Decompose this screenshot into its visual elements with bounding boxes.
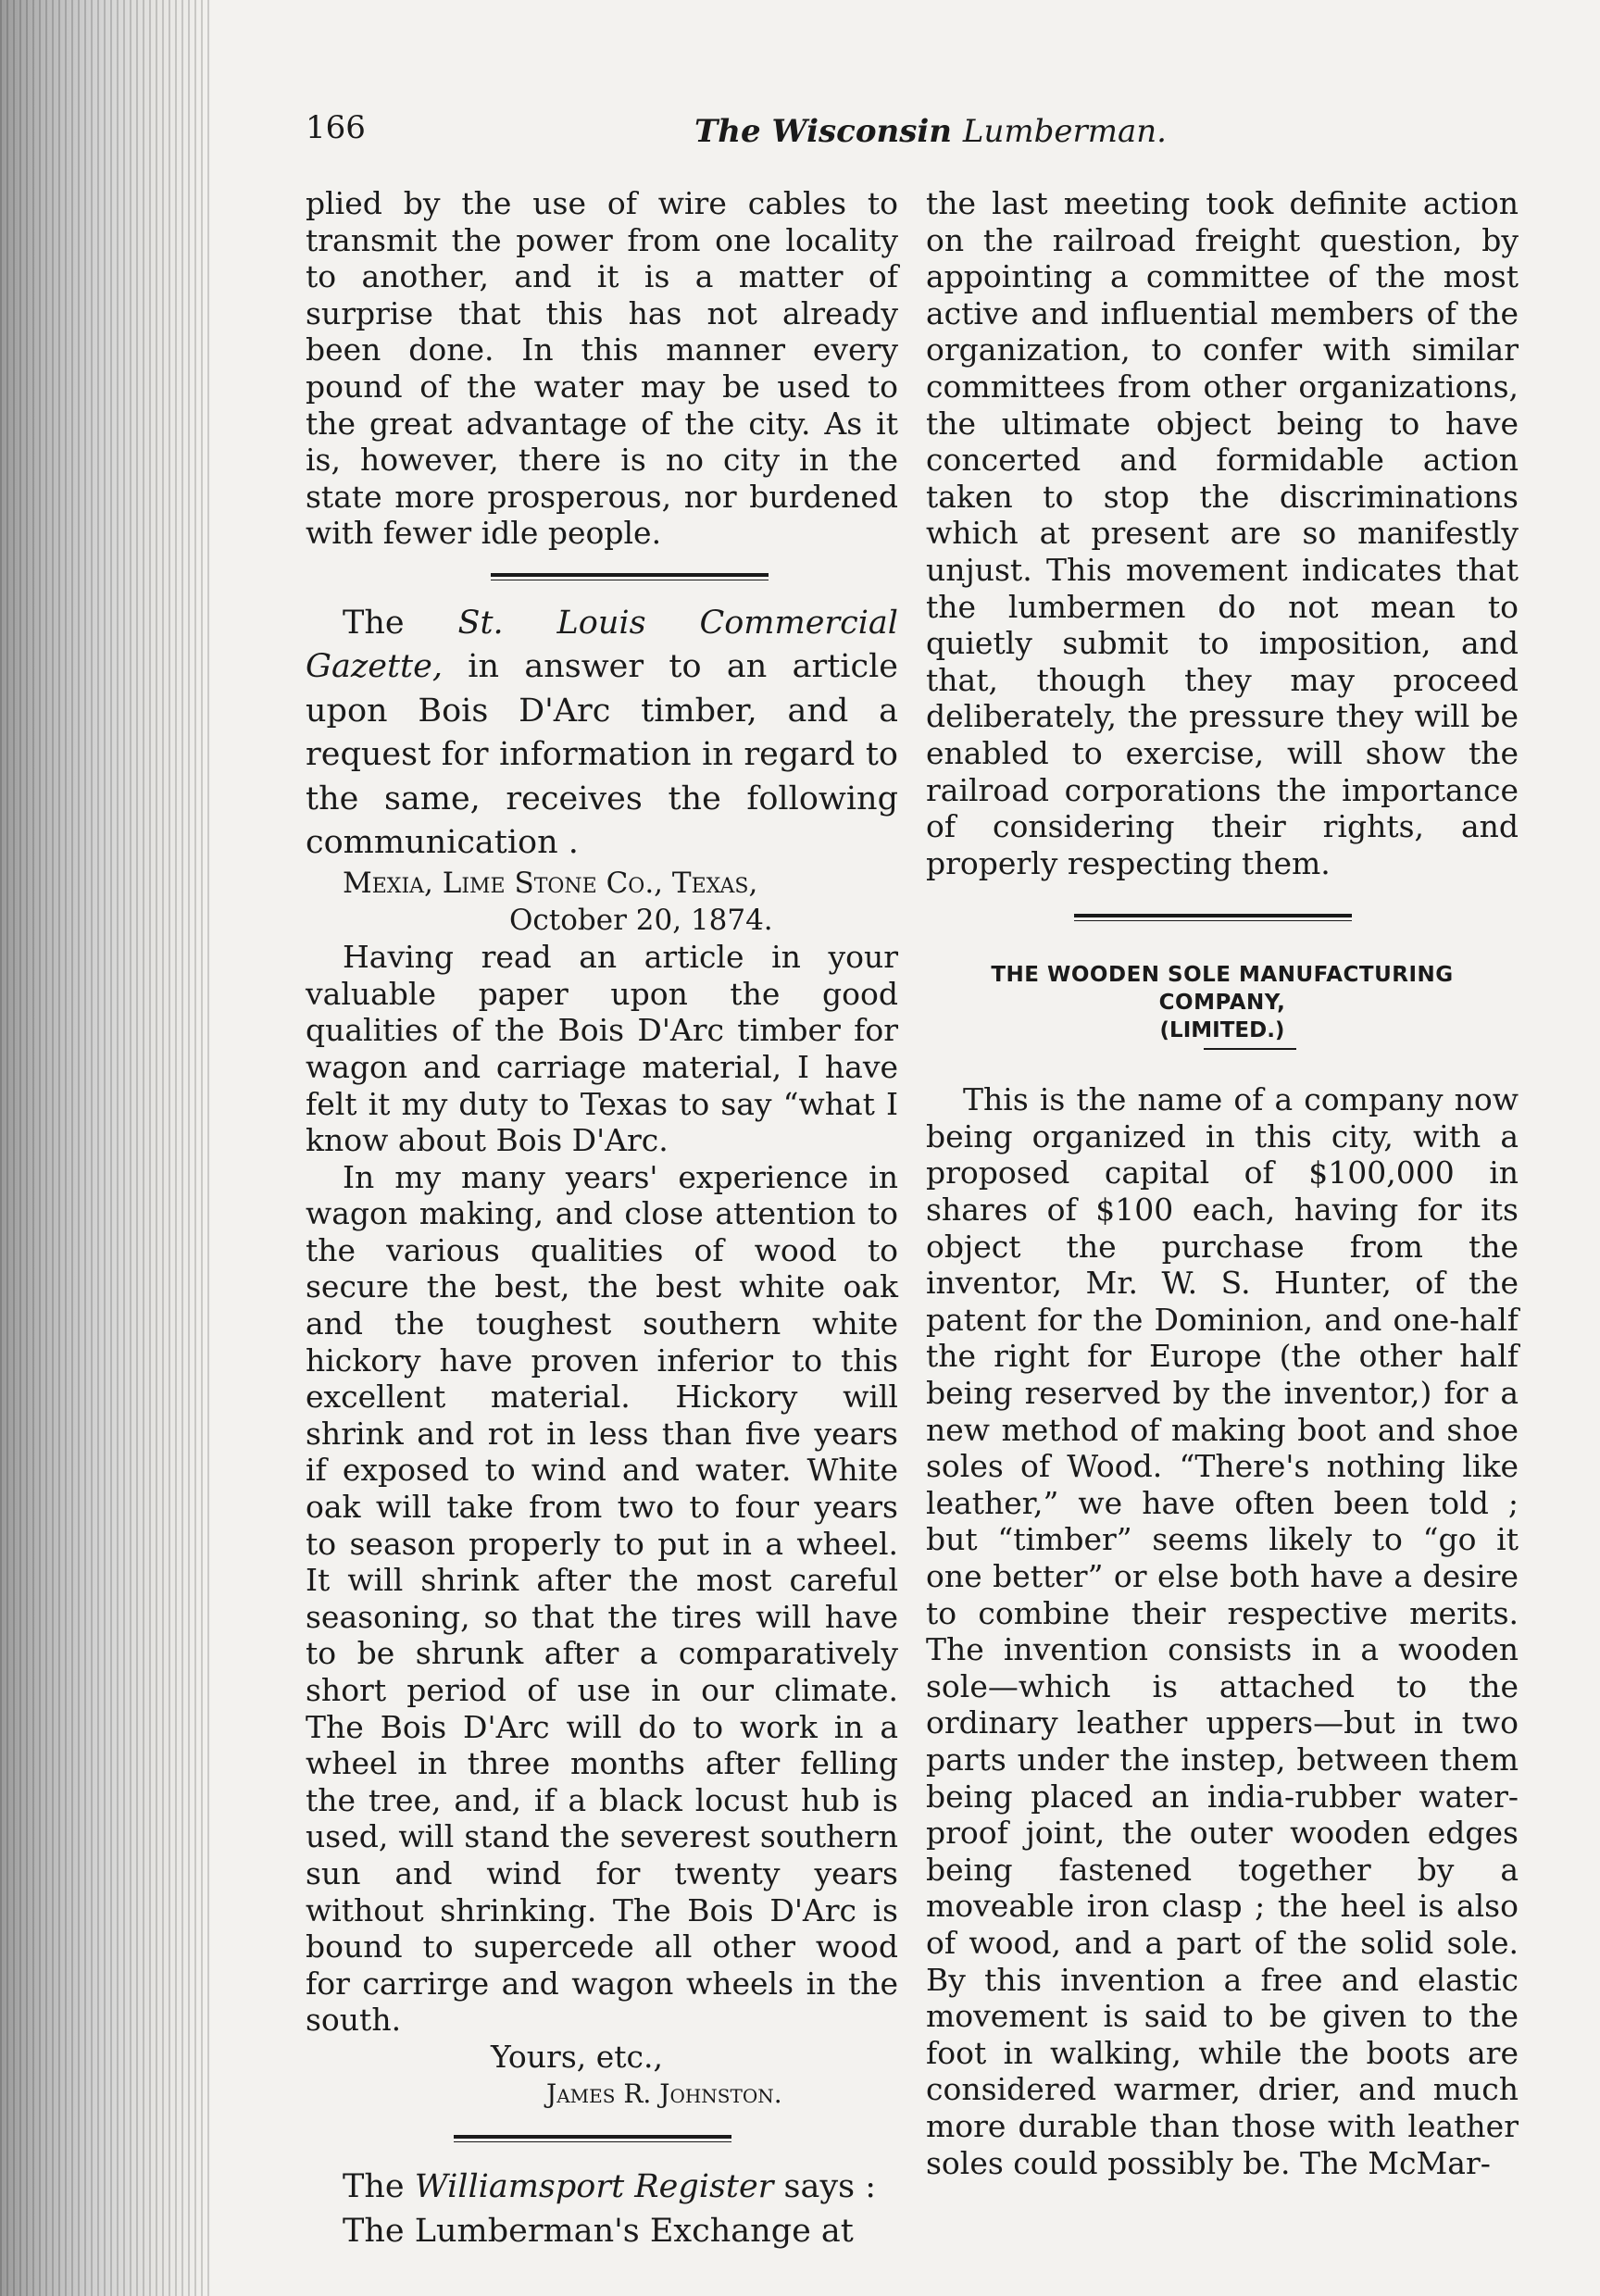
- gazette-name: St. Louis Commercial Gazette,: [306, 604, 898, 686]
- right-column: [926, 185, 1519, 2181]
- letter-paragraph-2: In my many years' experience in wagon making, and close attention to the various qualities of wood to secure the best, the best white oak and the toughest southern white hickory have proven inferior to this excellent material. Hickory will shrink and rot in less than five years if exposed to wind and water. White oak will take from two to four years to season properly to put in a wheel. It will shrink after the most careful seasoning, so that the tires will have to be shrunk after a comparatively short period of use in our climate. The Bois D'Arc will do to work in a wheel in three months after felling the tree, and, if a black locust hub is used, will stand the severest southern sun and wind for twenty years without shrinking. The Bois D'Arc is bound to supercede all other wood for carrirge and wagon wheels in the south.: [306, 1158, 898, 2039]
- register-intro: [306, 2165, 898, 2210]
- gazette-intro: [306, 602, 898, 866]
- register-says: says :: [773, 2168, 877, 2206]
- exchange-paragraph-start: The Lumberman's Exchange at: [343, 2212, 854, 2250]
- headline-underline: [1204, 1048, 1296, 1050]
- letter-signature: James R. Johnston.: [546, 2078, 782, 2109]
- wooden-sole-paragraph: This is the name of a company now being organized in this city, with a proposed capital of $100,000 in shares of $100 each, having for its object the purchase from the inventor, Mr. W. S. Hunter, of the patent for the Dominion, and one-half the right for Europe (the other half being reserved by the inventor,) for a new method of making boot and shoe soles of Wood. “There's nothing like leather,” we have often been told ; but “timber” seems likely to “go it one better” or else both have a desire to combine their respective merits. The invention consists in a wooden sole—which is attached to the ordinary leather uppers—but in two parts under the instep, between them being placed an india-rubber water-proof joint, the outer wooden edges being fastened together by a moveable iron clasp ; the heel is also of wood, and a part of the solid sole. By this invention a free and elastic movement is said to be given to the foot in walking, while the boots are considered warmer, drier, and much more durable than those with leather soles could possibly be. The McMar-: [926, 1081, 1519, 2181]
- register-name: Williamsport Register: [414, 2168, 774, 2206]
- letter-paragraph-1: Having read an article in your valuable paper upon the good qualities of the Bois D'Arc timber for wagon and carriage material, I have felt it my duty to Texas to say “what I know about Bois D'Arc.: [306, 939, 898, 1159]
- article-headline-subtitle: (LIMITED.): [1159, 1018, 1285, 1043]
- exchange-paragraph-continued: the last meeting took definite action on the railroad freight question, by appointing a committee of the most active and influential members of the organization, to confer with similar committees from other organizations, the ultimate object being to have concerted and formidable action taken to stop the discriminations which at present are so manifestly unjust. This movement indicates that the lumbermen do not mean to quietly submit to imposition, and that, though they may proceed deliberately, the pressure they will be enabled to exercise, will show the railroad corporations the importance of considering their rights, and properly respecting them.: [926, 185, 1519, 881]
- section-rule: [1074, 911, 1352, 924]
- left-column: [306, 185, 898, 2253]
- section-rule: [491, 570, 769, 583]
- intro-the: The: [343, 604, 458, 642]
- book-binding-shadow: [0, 0, 213, 2296]
- page-number: 166: [306, 109, 366, 146]
- running-title: [694, 113, 1167, 150]
- closing-paragraph: plied by the use of wire cables to transmit the power from one locality to another, and it is a matter of surprise that this has not already been done. In this manner every pound of the water may be used to the great advantage of the city. As it is, however, there is no city in the state more prosperous, nor burdened with fewer idle people.: [306, 185, 898, 552]
- running-title-lumberman: Lumberman.: [962, 113, 1167, 150]
- running-title-journal: The Wisconsin: [694, 113, 953, 150]
- intro-rest: in answer to an article upon Bois D'Arc timber, and a request for information in regard to the same, receives the following communication .: [306, 648, 898, 862]
- dateline-date: October 20, 1874.: [509, 903, 773, 937]
- letter-signoff: Yours, etc.,: [491, 2038, 663, 2075]
- article-headline: THE WOODEN SOLE MANUFACTURING COMPANY,: [991, 963, 1454, 1016]
- register-the: The: [343, 2168, 415, 2206]
- dateline-place: Mexia, Lime Stone Co., Texas,: [343, 866, 758, 900]
- letter-dateline: [306, 866, 898, 939]
- section-rule: [454, 2132, 731, 2145]
- page-header: [306, 109, 1528, 161]
